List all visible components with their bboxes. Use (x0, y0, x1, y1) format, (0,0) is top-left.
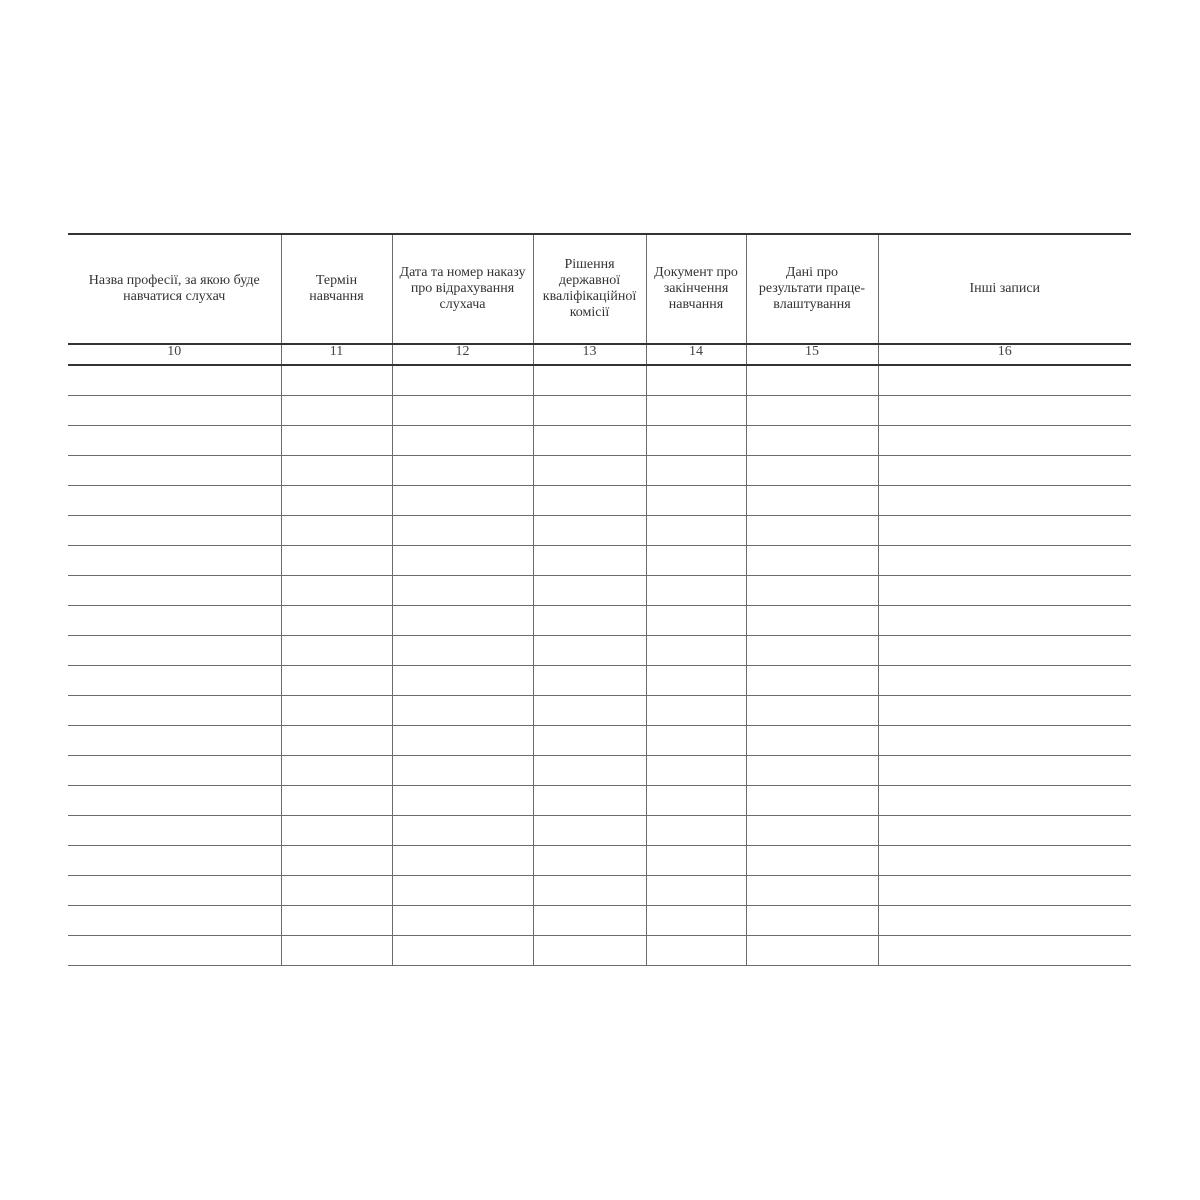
blank-cell (746, 936, 878, 966)
blank-cell (68, 426, 281, 456)
blank-cell (746, 365, 878, 396)
blank-cell (392, 666, 533, 696)
table-row (68, 876, 1131, 906)
blank-cell (68, 876, 281, 906)
blank-cell (281, 546, 392, 576)
blank-cell (281, 846, 392, 876)
blank-cell (68, 576, 281, 606)
header-employment-results: Дані про результати праце- влаштування (746, 234, 878, 344)
blank-cell (68, 546, 281, 576)
blank-cell (68, 486, 281, 516)
blank-cell (533, 906, 646, 936)
table-row (68, 816, 1131, 846)
table-row (68, 666, 1131, 696)
blank-cell (68, 696, 281, 726)
blank-cell (878, 816, 1131, 846)
table-row (68, 365, 1131, 396)
entry-rows (68, 365, 1131, 966)
blank-cell (392, 396, 533, 426)
blank-cell (878, 696, 1131, 726)
column-number: 15 (746, 344, 878, 365)
registry-form-table (68, 233, 1131, 966)
blank-cell (392, 696, 533, 726)
blank-cell (533, 365, 646, 396)
blank-cell (878, 365, 1131, 396)
blank-cell (281, 396, 392, 426)
blank-cell (646, 756, 746, 786)
table-row (68, 486, 1131, 516)
header-profession-name: Назва професії, за якою буде навчатися слухач (68, 234, 281, 344)
blank-cell (392, 876, 533, 906)
blank-cell (68, 396, 281, 426)
blank-cell (533, 816, 646, 846)
blank-cell (281, 816, 392, 846)
blank-cell (68, 666, 281, 696)
blank-cell (878, 546, 1131, 576)
blank-cell (646, 486, 746, 516)
blank-cell (746, 816, 878, 846)
blank-cell (878, 876, 1131, 906)
blank-cell (68, 846, 281, 876)
blank-cell (746, 486, 878, 516)
column-number: 13 (533, 344, 646, 365)
header-row (68, 234, 1131, 344)
table-row (68, 756, 1131, 786)
blank-cell (533, 756, 646, 786)
blank-cell (533, 486, 646, 516)
blank-cell (533, 456, 646, 486)
blank-cell (878, 606, 1131, 636)
blank-cell (281, 576, 392, 606)
blank-cell (281, 426, 392, 456)
header-other-notes: Інші записи (878, 234, 1131, 344)
blank-cell (646, 396, 746, 426)
blank-cell (533, 666, 646, 696)
blank-cell (646, 365, 746, 396)
blank-cell (746, 666, 878, 696)
blank-cell (646, 816, 746, 846)
blank-cell (533, 846, 646, 876)
blank-cell (878, 666, 1131, 696)
blank-cell (646, 726, 746, 756)
blank-cell (746, 906, 878, 936)
blank-cell (68, 636, 281, 666)
table-row (68, 426, 1131, 456)
blank-cell (392, 426, 533, 456)
table-row (68, 396, 1131, 426)
blank-cell (746, 576, 878, 606)
blank-cell (533, 396, 646, 426)
header-state-commission-decision: Рішення державної кваліфікаційної комісії (533, 234, 646, 344)
blank-cell (392, 576, 533, 606)
blank-cell (878, 426, 1131, 456)
blank-cell (746, 396, 878, 426)
blank-cell (392, 846, 533, 876)
blank-cell (533, 576, 646, 606)
blank-cell (281, 486, 392, 516)
table-row (68, 636, 1131, 666)
blank-cell (646, 666, 746, 696)
blank-cell (646, 696, 746, 726)
blank-cell (281, 365, 392, 396)
blank-cell (68, 606, 281, 636)
blank-cell (68, 936, 281, 966)
header-training-term: Термін навчання (281, 234, 392, 344)
header-expulsion-order: Дата та номер наказу про відрахування слухача (392, 234, 533, 344)
blank-cell (533, 426, 646, 456)
blank-cell (533, 636, 646, 666)
table-row (68, 786, 1131, 816)
blank-cell (646, 546, 746, 576)
blank-cell (68, 456, 281, 486)
blank-cell (746, 696, 878, 726)
blank-cell (533, 726, 646, 756)
blank-cell (646, 936, 746, 966)
blank-cell (646, 876, 746, 906)
blank-cell (281, 786, 392, 816)
blank-cell (533, 936, 646, 966)
blank-cell (68, 365, 281, 396)
blank-cell (646, 606, 746, 636)
blank-cell (533, 516, 646, 546)
blank-cell (746, 516, 878, 546)
table-row (68, 546, 1131, 576)
blank-cell (68, 756, 281, 786)
blank-cell (392, 636, 533, 666)
blank-cell (68, 906, 281, 936)
table-row (68, 936, 1131, 966)
blank-cell (533, 696, 646, 726)
table-row (68, 456, 1131, 486)
blank-cell (746, 546, 878, 576)
blank-cell (392, 756, 533, 786)
blank-cell (646, 576, 746, 606)
blank-cell (746, 606, 878, 636)
blank-cell (646, 516, 746, 546)
blank-cell (646, 786, 746, 816)
blank-cell (281, 936, 392, 966)
blank-cell (281, 516, 392, 546)
blank-cell (392, 936, 533, 966)
blank-cell (878, 576, 1131, 606)
blank-cell (281, 636, 392, 666)
table-row (68, 906, 1131, 936)
blank-cell (281, 906, 392, 936)
blank-cell (746, 756, 878, 786)
blank-cell (646, 456, 746, 486)
blank-cell (392, 456, 533, 486)
blank-cell (68, 516, 281, 546)
blank-cell (746, 726, 878, 756)
header-completion-document: Документ про закінчення навчання (646, 234, 746, 344)
column-number: 10 (68, 344, 281, 365)
blank-cell (646, 426, 746, 456)
table-row (68, 606, 1131, 636)
blank-cell (68, 786, 281, 816)
column-number: 16 (878, 344, 1131, 365)
blank-cell (281, 876, 392, 906)
blank-cell (281, 696, 392, 726)
blank-cell (878, 486, 1131, 516)
blank-cell (878, 516, 1131, 546)
table-row (68, 516, 1131, 546)
column-number-row (68, 344, 1131, 365)
table-row (68, 726, 1131, 756)
table-row (68, 576, 1131, 606)
blank-cell (533, 606, 646, 636)
blank-cell (746, 876, 878, 906)
blank-cell (392, 606, 533, 636)
blank-cell (533, 546, 646, 576)
blank-cell (281, 726, 392, 756)
blank-cell (746, 846, 878, 876)
blank-cell (878, 726, 1131, 756)
blank-cell (392, 516, 533, 546)
blank-cell (392, 365, 533, 396)
blank-cell (646, 906, 746, 936)
blank-cell (392, 546, 533, 576)
blank-cell (392, 906, 533, 936)
blank-cell (281, 456, 392, 486)
blank-cell (878, 636, 1131, 666)
blank-cell (646, 846, 746, 876)
column-number: 11 (281, 344, 392, 365)
blank-cell (646, 636, 746, 666)
blank-cell (392, 816, 533, 846)
blank-cell (281, 666, 392, 696)
table-row (68, 696, 1131, 726)
blank-cell (878, 396, 1131, 426)
blank-cell (533, 786, 646, 816)
blank-cell (392, 726, 533, 756)
blank-cell (68, 816, 281, 846)
blank-cell (281, 756, 392, 786)
blank-cell (392, 486, 533, 516)
column-number: 14 (646, 344, 746, 365)
blank-cell (746, 636, 878, 666)
blank-cell (878, 846, 1131, 876)
column-number: 12 (392, 344, 533, 365)
blank-cell (878, 456, 1131, 486)
blank-cell (878, 936, 1131, 966)
table-row (68, 846, 1131, 876)
blank-cell (878, 756, 1131, 786)
blank-cell (533, 876, 646, 906)
blank-cell (878, 786, 1131, 816)
blank-cell (746, 426, 878, 456)
blank-cell (746, 456, 878, 486)
blank-cell (746, 786, 878, 816)
blank-cell (878, 906, 1131, 936)
blank-cell (392, 786, 533, 816)
blank-cell (281, 606, 392, 636)
blank-cell (68, 726, 281, 756)
